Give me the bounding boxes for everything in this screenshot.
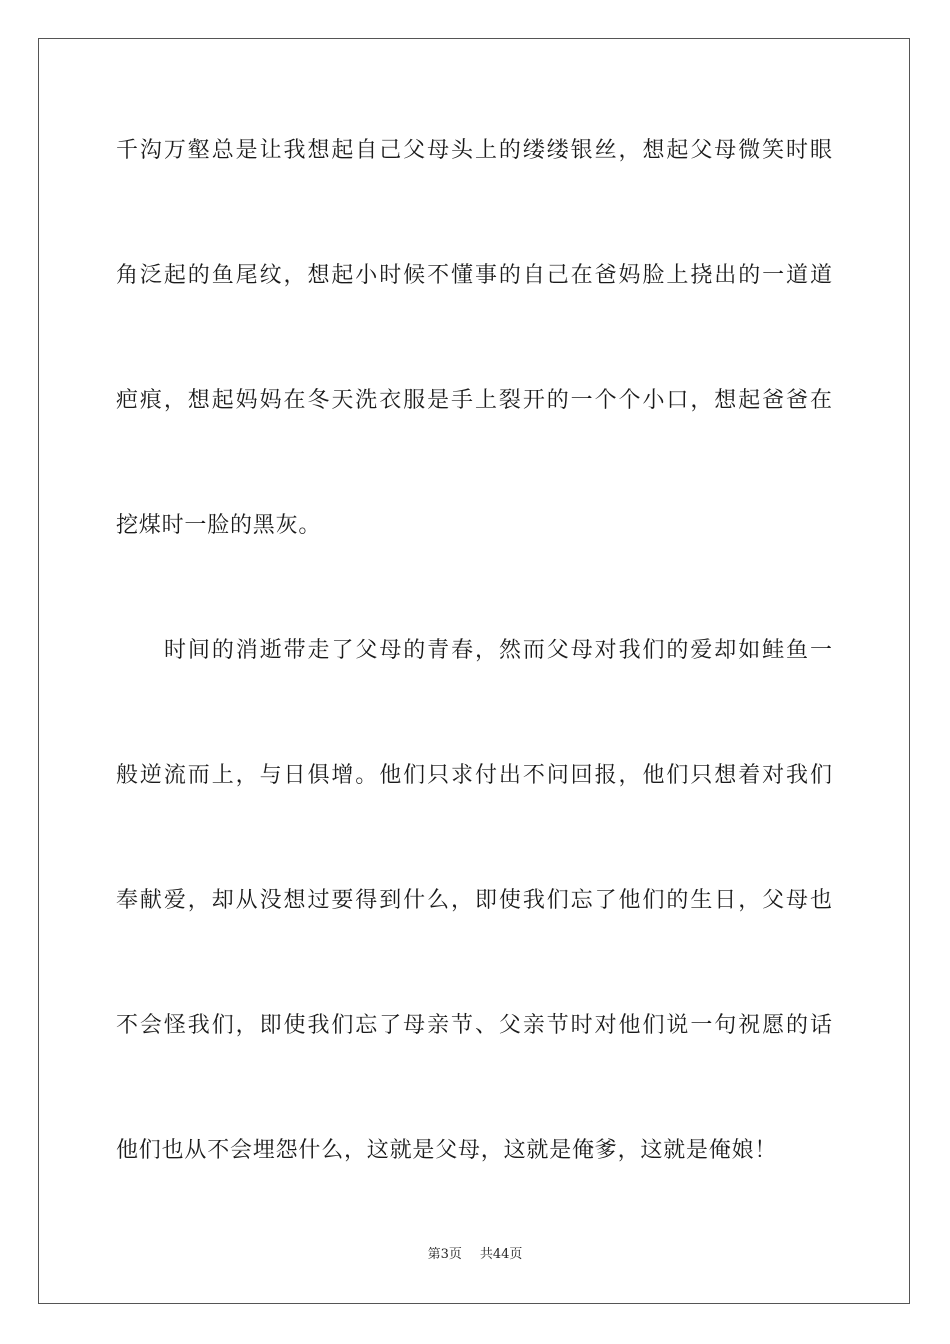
page-frame <box>38 38 910 1304</box>
page-total: 共44页 <box>479 1247 523 1262</box>
paragraph-2-line-4: 不会怪我们，即使我们忘了母亲节、父亲节时对他们说一句祝愿的话 <box>116 1013 832 1038</box>
paragraph-line-1: 千沟万壑总是让我想起自己父母头上的缕缕银丝，想起父母微笑时眼 <box>116 138 832 163</box>
paragraph-2-line-3: 奉献爱，却从没想过要得到什么，即使我们忘了他们的生日，父母也 <box>116 888 832 913</box>
paragraph-line-3: 疤痕，想起妈妈在冬天洗衣服是手上裂开的一个个小口，想起爸爸在 <box>116 388 832 413</box>
paragraph-line-2: 角泛起的鱼尾纹，想起小时候不懂事的自己在爸妈脸上挠出的一道道 <box>116 263 832 288</box>
paragraph-line-4: 挖煤时一脸的黑灰。 <box>116 513 322 538</box>
paragraph-2-line-5: 他们也从不会埋怨什么，这就是父母，这就是俺爹，这就是俺娘！ <box>116 1138 778 1163</box>
paragraph-2-line-2: 般逆流而上，与日俱增。他们只求付出不问回报，他们只想着对我们 <box>116 763 832 788</box>
paragraph-2-line-1: 时间的消逝带走了父母的青春，然而父母对我们的爱却如鲑鱼一 <box>164 638 832 663</box>
page-footer <box>0 1246 950 1264</box>
page-number: 第3页 <box>427 1247 462 1262</box>
